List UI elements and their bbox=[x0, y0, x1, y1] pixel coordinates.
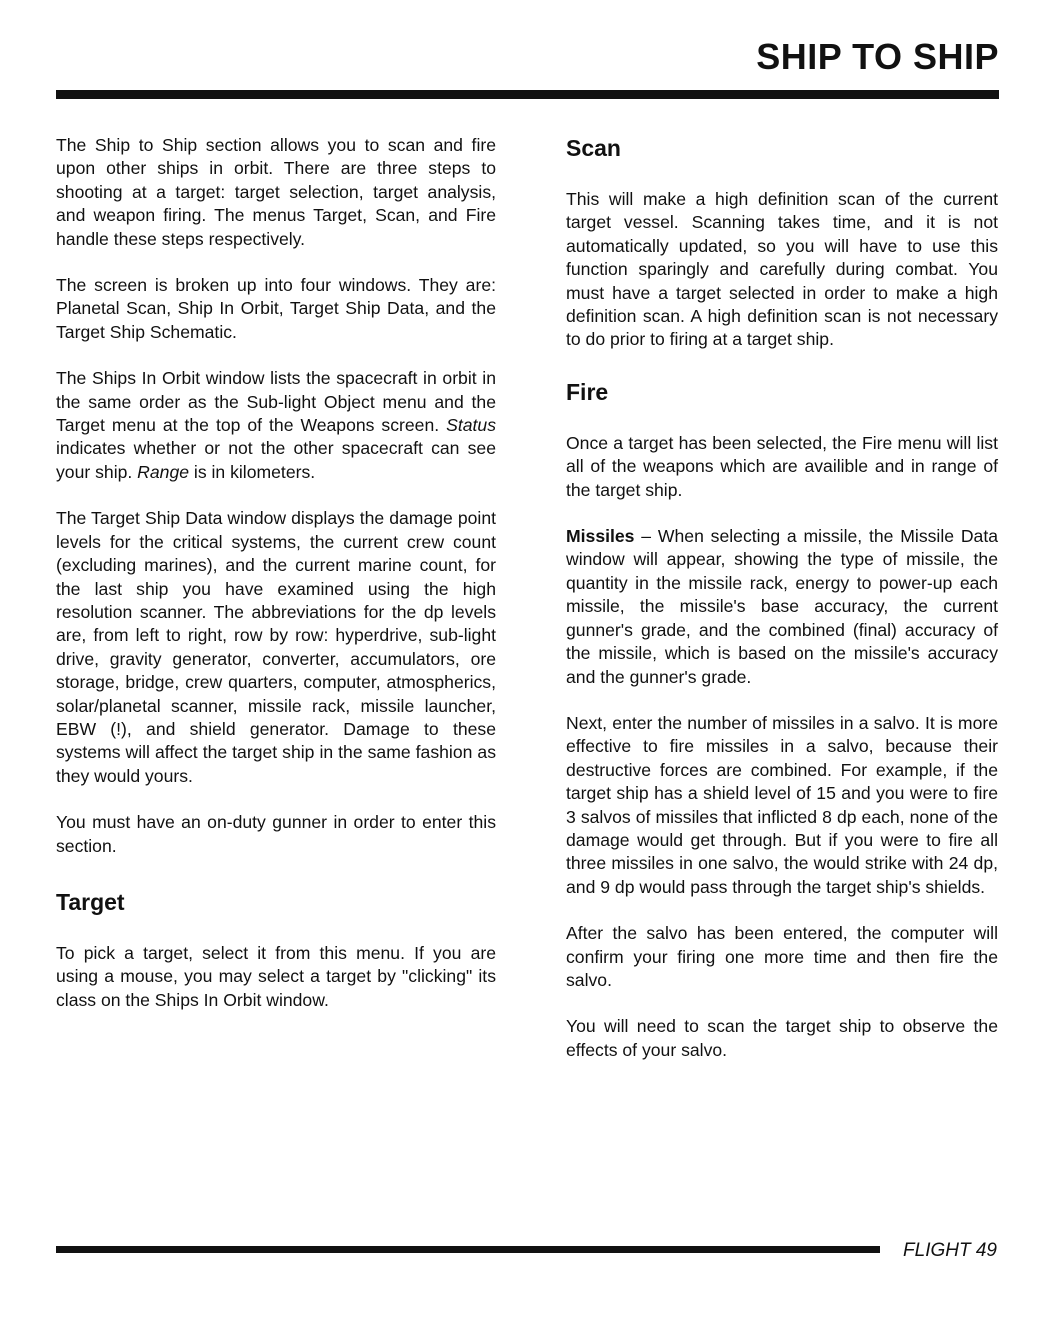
left-column bbox=[56, 134, 496, 1035]
windows-paragraph: The screen is broken up into four windows. They are: Planetal Scan, Ship In Orbit, Target Ship Data, and the Target Ship Schematic. bbox=[56, 275, 496, 342]
right-column bbox=[566, 134, 998, 1085]
footer-rule bbox=[56, 1246, 880, 1253]
ships-in-orbit-text-b: indicates whether or not the other spacecraft can see your ship. bbox=[56, 438, 496, 482]
missiles-runin: Missiles bbox=[566, 526, 635, 547]
ships-in-orbit-text-a: The Ships In Orbit window lists the spacecraft in orbit in the same order as the Sub-light Object menu and the Target menu at the top of the Weapons screen. bbox=[56, 368, 496, 436]
header-rule bbox=[56, 90, 999, 99]
fire-paragraph: Once a target has been selected, the Fire menu will list all of the weapons which are availible and in range of the target ship. bbox=[566, 432, 998, 500]
missiles-text: – When selecting a missile, the Missile Data window will appear, showing the type of missile, the quantity in the missile rack, energy to power-up each missile, the missile's base accuracy, the current gunner's grade, and the combined (final) accuracy of the missile, which is based on the missile's accuracy and the gunner's grade. bbox=[566, 526, 999, 687]
ships-in-orbit-text-c: is in kilometers. bbox=[193, 461, 316, 482]
target-paragraph: To pick a target, select it from this menu. If you are using a mouse, you may select a target by "clicking" its class on the Ships In Orbit window. bbox=[56, 942, 496, 1010]
fire-heading: Fire bbox=[566, 378, 609, 405]
gunner-paragraph: You must have an on-duty gunner in order to enter this section. bbox=[56, 812, 496, 856]
scan-heading: Scan bbox=[566, 135, 621, 161]
scan-paragraph: This will make a high definition scan of the current target vessel. Scanning takes time, and it is not automatically updated, so you will have to use this function sparingly and carefully during combat. You must have a target selected in order to make a high definition scan. A high definition scan is not necessary to do prior to firing at a target ship. bbox=[566, 189, 998, 350]
range-term: Range bbox=[137, 461, 190, 482]
status-term: Status bbox=[446, 415, 497, 436]
target-heading: Target bbox=[56, 888, 125, 915]
intro-paragraph: The Ship to Ship section allows you to scan and fire upon other ships in orbit. There are three steps to shooting at a target: target selection, target analysis, and weapon firing. The menus Target, Scan, and Fire handle these steps respectively. bbox=[56, 135, 496, 249]
confirm-paragraph: After the salvo has been entered, the computer will confirm your firing one more time and then fire the salvo. bbox=[566, 923, 998, 990]
ships-in-orbit-paragraph bbox=[56, 367, 496, 484]
missiles-paragraph bbox=[566, 525, 998, 689]
page-title: SHIP TO SHIP bbox=[756, 36, 999, 77]
target-ship-data-paragraph: The Target Ship Data window displays the damage point levels for the critical systems, the current crew count (excluding marines), and the current marine count, for the last ship you have examined using the high resolution scanner. The abbreviations for the dp levels are, from left to right, row by row: hyperdrive, sub-light drive, gravity generator, converter, accumulators, ore storage, bridge, crew quarters, computer, atmospherics, solar/planetal scanner, missile rack, missile launcher, EBW (!), and shield generator. Damage to these systems will affect the target ship in the same fashion as they would yours. bbox=[56, 508, 496, 786]
observe-paragraph: You will need to scan the target ship to observe the effects of your salvo. bbox=[566, 1016, 998, 1060]
page-footer: FLIGHT 49 bbox=[903, 1240, 997, 1261]
salvo-paragraph: Next, enter the number of missiles in a salvo. It is more effective to fire missiles in a salvo, because their destructive forces are combined. For example, if the target ship has a shield level of 15 and you were to fire 3 salvos of missiles that inflicted 8 dp each, none of the damage would get through. But if you were to fire all three missiles in one salvo, the would strike with 24 dp, and 9 dp would pass through the target ship's shields. bbox=[566, 712, 998, 897]
